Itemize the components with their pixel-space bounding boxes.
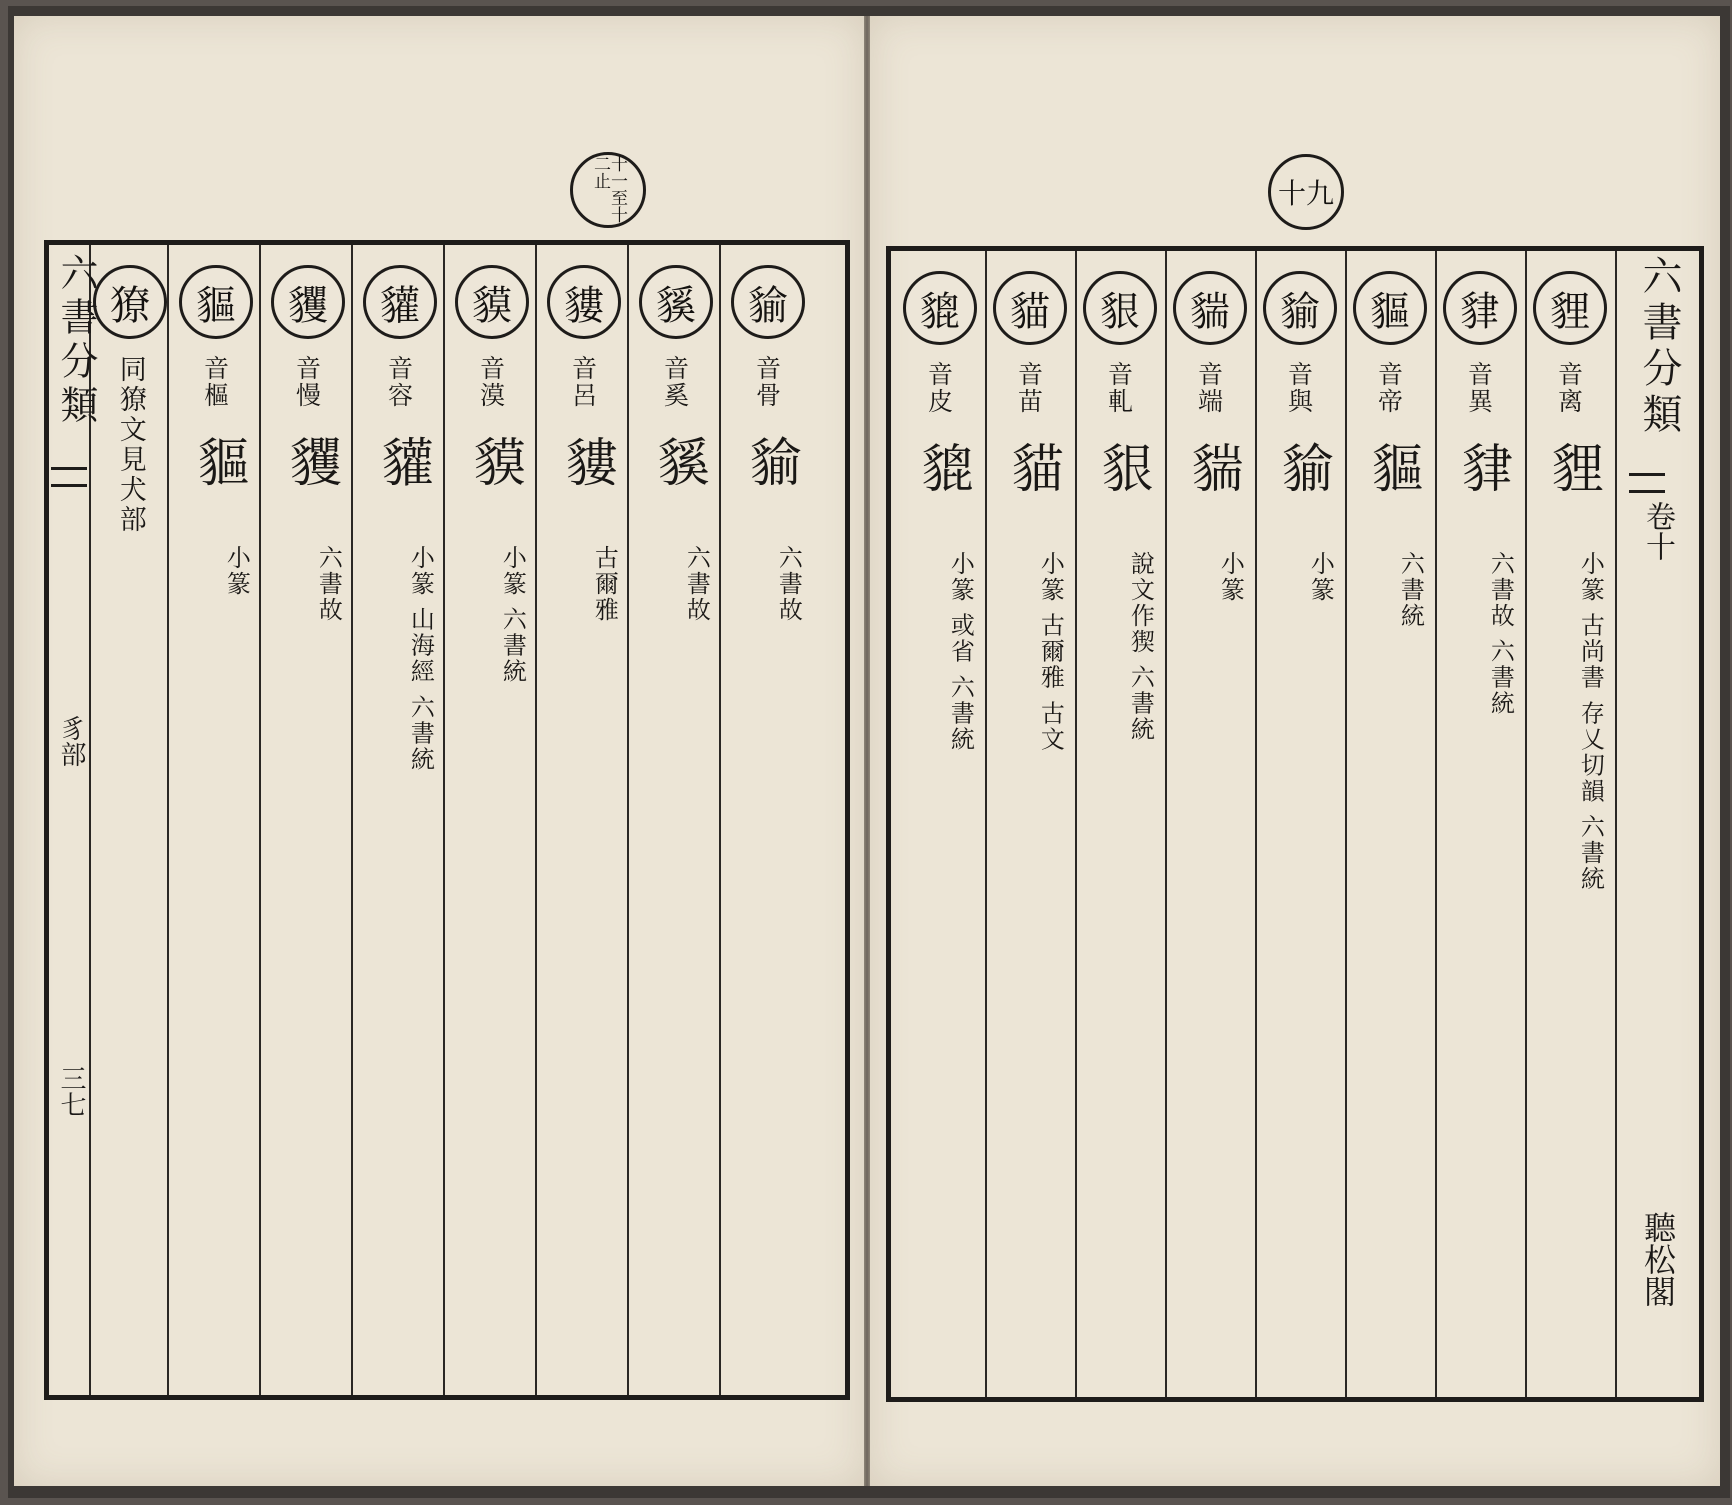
left-frame [44,240,850,1400]
variant-glyph: 貙 [188,435,249,487]
head-character: 貗 [547,265,621,339]
source-note: 小篆 [222,545,251,597]
head-character: 貍 [1533,271,1607,345]
right-folio-text: 十九 [1277,177,1334,210]
variant-glyph: 貐 [740,435,801,487]
pronunciation: 音異 [1464,361,1494,415]
entry [1255,251,1345,1397]
entry [355,245,445,1395]
head-character: 貜 [271,265,345,339]
col-rule [167,245,169,1395]
entry [171,245,261,1395]
variant-glyph: 貒 [1182,441,1243,493]
pronunciation: 音骨 [752,355,782,409]
right-side-title: 六書分類 [1636,255,1682,439]
entry [985,251,1075,1397]
variant-glyph: 貔 [912,441,973,493]
variant-glyph: 貘 [464,435,525,487]
entry [1345,251,1435,1397]
head-character: 貄 [1443,271,1517,345]
variant-glyph: 貓 [1002,441,1063,493]
entry [539,245,629,1395]
variant-glyph: 貇 [1092,441,1153,493]
fish-tail-mark [1629,473,1665,493]
pronunciation: 音容 [384,355,414,409]
head-character: 貕 [639,265,713,339]
pronunciation: 音慢 [292,355,322,409]
source-note: 小篆 [1216,551,1245,603]
entry [631,245,721,1395]
pronunciation: 音呂 [568,355,598,409]
variant-glyph: 貛 [372,435,433,487]
right-frame [886,246,1704,1402]
head-character: 貙 [1353,271,1427,345]
entry [263,245,353,1395]
left-folio-mark [570,152,646,228]
head-character: 貐 [731,265,805,339]
publisher-label: 聽松閣 [1639,1211,1677,1307]
source-note: 說文作猰 六書統 [1126,551,1155,743]
left-side-title: 六書分類 [54,253,98,429]
right-page [870,16,1720,1486]
entry [1165,251,1255,1397]
head-character: 貒 [1173,271,1247,345]
source-note: 六書故 [682,545,711,623]
left-folio-text: 十一至十二止 [590,155,627,223]
head-character: 貘 [455,265,529,339]
entry [895,251,985,1397]
pronunciation: 音漠 [476,355,506,409]
head-character: 貛 [363,265,437,339]
entry [447,245,537,1395]
pronunciation: 音軋 [1104,361,1134,415]
source-note: 小篆 或省 六書統 [946,551,975,753]
variant-glyph: 貍 [1542,441,1603,493]
head-character: 貔 [903,271,977,345]
variant-glyph: 貄 [1452,441,1513,493]
pronunciation: 音苗 [1014,361,1044,415]
head-character: 貐 [1263,271,1337,345]
head-character: 獠 [93,265,167,339]
variant-glyph: 貙 [1362,441,1423,493]
col-rule [1615,251,1617,1397]
pronunciation: 音樞 [200,355,230,409]
source-note: 小篆 古爾雅 古文 [1036,551,1065,753]
head-character: 貇 [1083,271,1157,345]
left-page [14,16,864,1486]
variant-glyph: 貕 [648,435,709,487]
source-note: 古爾雅 [590,545,619,623]
section-label: 豸部 [56,715,86,767]
cross-reference: 同獠文見犬部 [114,355,146,535]
open-book [8,6,1730,1498]
pronunciation: 音帝 [1374,361,1404,415]
right-folio-mark [1268,154,1344,230]
entry [1435,251,1525,1397]
volume-label: 卷十 [1640,501,1675,561]
entry [89,245,167,1395]
source-note: 六書故 [314,545,343,623]
pronunciation: 音皮 [924,361,954,415]
left-page-number: 三七 [56,1065,86,1117]
variant-glyph: 貗 [556,435,617,487]
pronunciation: 音端 [1194,361,1224,415]
head-character: 貙 [179,265,253,339]
entry [723,245,813,1395]
variant-glyph: 貜 [280,435,341,487]
pronunciation: 音與 [1284,361,1314,415]
entry [1075,251,1165,1397]
source-note: 六書故 [774,545,803,623]
source-note: 小篆 六書統 [498,545,527,685]
source-note: 六書統 [1396,551,1425,629]
source-note: 小篆 山海經 六書統 [406,545,435,773]
pronunciation: 音离 [1554,361,1584,415]
fish-tail-mark [51,467,87,487]
variant-glyph: 貐 [1272,441,1333,493]
source-note: 六書故 六書統 [1486,551,1515,717]
head-character: 貓 [993,271,1067,345]
source-note: 小篆 古尚書 存乂切韻 六書統 [1576,551,1605,892]
pronunciation: 音奚 [660,355,690,409]
entry [1525,251,1615,1397]
source-note: 小篆 [1306,551,1335,603]
